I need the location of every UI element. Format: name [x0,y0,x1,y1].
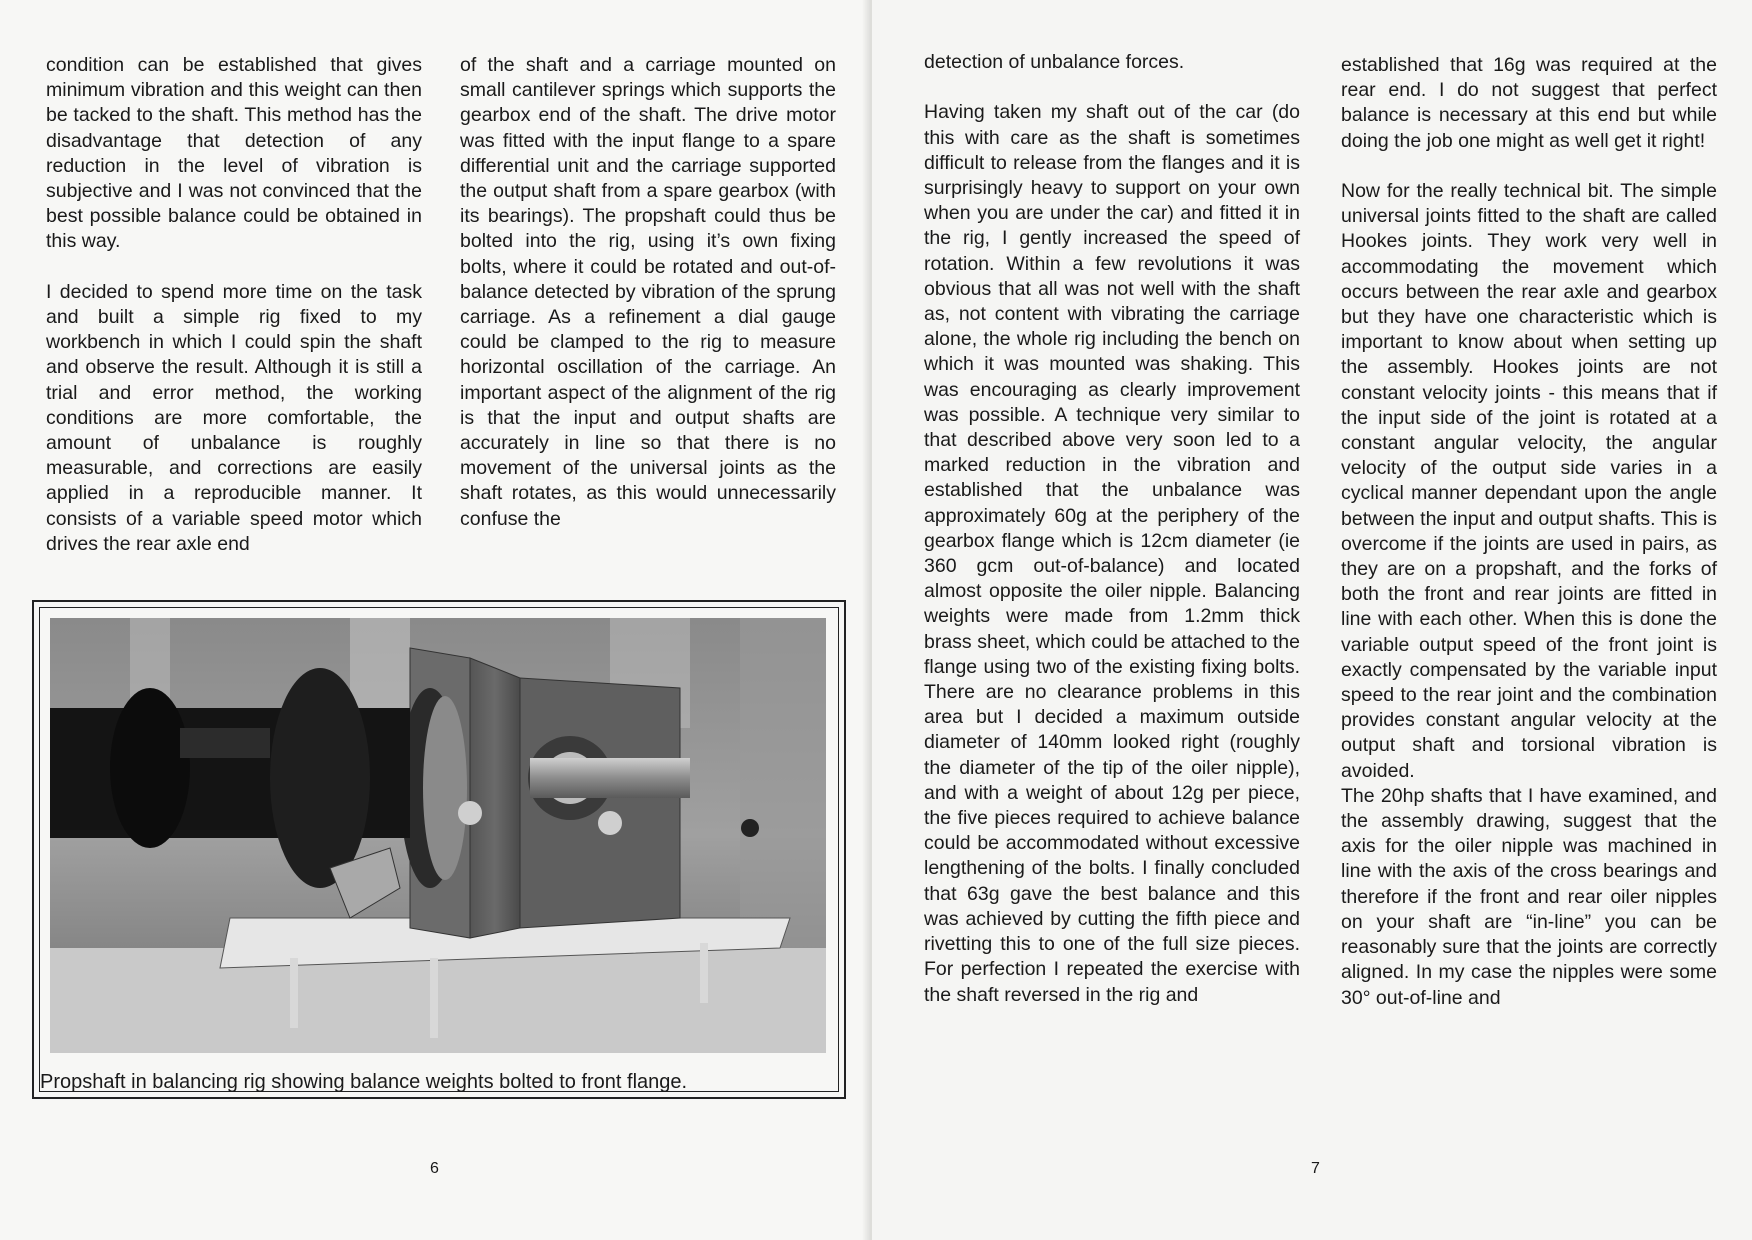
photo-figure [32,600,846,1099]
figure-caption: Propshaft in balancing rig showing balance weights bolted to front flange. [40,1071,688,1093]
page-number: 6 [430,1160,439,1177]
text-column-4 [1341,53,1717,1011]
text-column-1 [46,53,422,557]
page-number: 7 [1311,1160,1320,1177]
paragraph: of the shaft and a carriage mounted on small cantilever springs which supports the gearbox end of the shaft. The drive motor was fitted with the input flange to a spare differential unit and the carriage supported the output shaft from a spare gearbox (with its bearings). The propshaft could thus be bolted into the rig, using it’s own fixing bolts, where it could be rotated and out-of-balance detected by vibration of the sprung carriage. As a refinement a dial gauge could be clamped to the rig to measure horizontal oscillation of the carriage. An important aspect of the alignment of the rig is that the input and output shafts are accurately in line so that there is no movement of the universal joints as the shaft rotates, as this would unnecessarily confuse the [460,54,836,530]
text-column-3 [924,50,1300,1008]
paragraph: Now for the really technical bit. The simple universal joints fitted to the shaft are called Hookes joints. They work very well in accommodating the movement which occurs between the rear axle and gearbox but they have one characteristic which is important to know about when setting up the assembly. Hookes joints are not constant velocity joints - this means that if the input side of the joint is rotated at a constant angular velocity, the angular velocity of the output side varies in a cyclical manner dependant upon the angle between the input and output shafts. This is overcome if the joints are used in pairs, as they are on a propshaft, and the forks of both the front and rear joints are fitted in line with each other. When this is done the variable output speed of the front joint is exactly compensated by the variable input speed to the rear joint and the combination provides constant angular velocity at the output shaft and torsional vibration is avoided. [1341,180,1717,782]
paragraph: established that 16g was required at the rear end. I do not suggest that perfect balance is necessary at this end but while doing the job one might as well get it right! [1341,54,1717,152]
paragraph: Having taken my shaft out of the car (do this with care as the shaft is sometimes difficult to release from the flanges and it is surprisingly heavy to support on your own when you are under the car) and fitted it in the rig, I gently increased the speed of rotation. Within a few revolutions it was obvious that all was not well with the shaft as, not content with vibrating the carriage alone, the whole rig including the bench on which it was mounted was shaking. This was encouraging as clearly improvement was possible. A technique very similar to that described above very soon led to a marked reduction in the vibration and established that the unbalance was approximately 60g at the periphery of the gearbox flange which is 12cm diameter (ie 360 gcm out-of-balance) and located almost opposite the oiler nipple. Balancing weights were made from 1.2mm thick brass sheet, which could be attached to the flange using two of the existing fixing bolts. There are no clearance problems in this area but I decided a maximum outside diameter of 140mm looked right (roughly the diameter of the tip of the oiler nipple), and with a weight of about 12g per piece, the five pieces required to achieve balance could be accommodated without excessive lengthening of the bolts. I finally concluded that 63g gave the best balance and this was achieved by cutting the fifth piece and rivetting this to one of the full size pieces. For perfection I repeated the exercise with the shaft reversed in the rig and [924,101,1300,1006]
paragraph: detection of unbalance forces. [924,51,1185,73]
paragraph: I decided to spend more time on the task and built a simple rig fixed to my workbench in which I could spin the shaft and observe the result. Although it is still a trial and error method, the working conditions are more comfortable, the amount of unbalance is roughly measurable, and corrections are easily applied in a reproducible manner. It consists of a variable speed motor which drives the rear axle end [46,280,422,555]
propshaft-photo [50,618,826,1053]
paragraph: condition can be established that gives minimum vibration and this weight can then be tacked to the shaft. This method has the disadvantage that detection of any reduction in the level of vibration is subjective and I was not convinced that the best possible balance could be obtained in this way. [46,54,422,253]
left-page [0,0,872,1240]
text-column-2 [460,53,836,532]
paragraph: The 20hp shafts that I have examined, and the assembly drawing, suggest that the axis for the oiler nipple was machined in line with the axis of the cross bearings and therefore if the front and rear oiler nipples on your shaft are “in-line” you can be reasonably sure that the joints are correctly aligned. In my case the nipples were some 30° out-of-line and [1341,784,1717,1009]
